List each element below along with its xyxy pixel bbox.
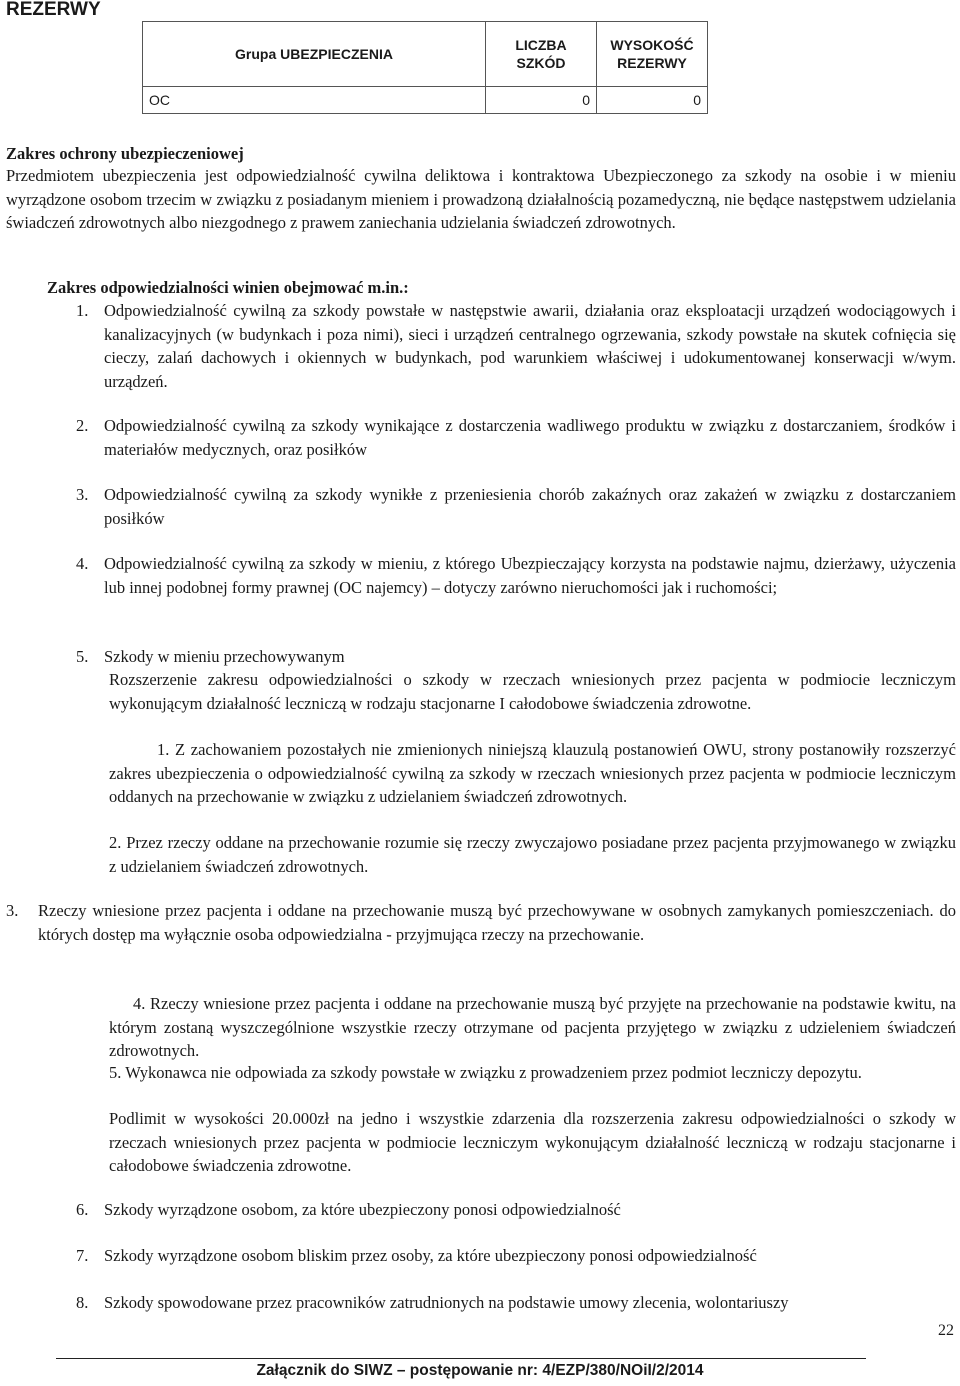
list-item (76, 1198, 956, 1222)
list-item-text: Odpowiedzialność cywilną za szkody wynikłe z przeniesienia chorób zakaźnych oraz zakażeń w związku z dostarczaniem posiłków (104, 485, 956, 528)
table-cell: 0 (597, 87, 708, 114)
item5-paragraph: 4. Rzeczy wniesione przez pacjenta i oddane na przechowanie muszą być przyjęte na przechowanie na podstawie kwitu, na którym zostaną wyszczególnione wszystkie rzeczy otrzymane od pacjenta przyjętego w związku z udzieleniem świadczeń zdrowotnych. (109, 994, 956, 1060)
page-title: REZERWY (6, 0, 101, 20)
list-item-text: Odpowiedzialność cywilną za szkody powstałe w następstwie awarii, działania oraz eksploatacji urządzeń wodociągowych i kanalizacyjnych (w budynkach i poza nimi), sieci i urządzeń centralnego ogrzewania, szkody powstałe na skutek cofnięcia się cieczy, zalań dachowych i okiennych w budynkach, pod warunkiem właściwej i udokumentowanej konserwacji w/wym. urządzeń. (104, 301, 956, 391)
list-item (76, 1291, 956, 1315)
list-item-text: Szkody spowodowane przez pracowników zatrudnionych na podstawie umowy zlecenia, wolontariuszy (104, 1293, 789, 1312)
list-item-text: Szkody wyrządzone osobom, za które ubezpieczony ponosi odpowiedzialność (104, 1200, 621, 1219)
liability-heading: Zakres odpowiedzialności winien obejmować m.in.: (47, 278, 409, 297)
reserves-table (142, 21, 708, 114)
list-item-text: Odpowiedzialność cywilną za szkody w mieniu, z którego Ubezpieczający korzysta na podstawie najmu, dzierżawy, użyczenia lub innej podobnej formy prawnej (OC najemcy) – dotyczy zarówno nieruchomości jak i ruchomości; (104, 554, 956, 597)
list-item (76, 414, 956, 461)
list-item-number: 8. (76, 1293, 89, 1312)
item5-paragraph: Rozszerzenie zakresu odpowiedzialności o szkody w rzeczach wniesionych przez pacjenta w podmiocie leczniczym wykonującym działalność leczniczą w rodzaju stacjonarne I całodobowe świadczenia zdrowotne. (109, 670, 956, 713)
list-item-text: Szkody w mieniu przechowywanym (104, 647, 345, 666)
list-item (76, 1244, 956, 1268)
item5-paragraph: Podlimit w wysokości 20.000zł na jedno i wszystkie zdarzenia dla rozszerzenia zakresu odpowiedzialności o szkody w rzeczach wniesionych przez pacjenta w podmiocie leczniczym wykonującym działalność leczniczą w rodzaju stacjonarne i całodobowe świadczenia zdrowotne. (109, 1109, 956, 1175)
list-item-number: 4. (76, 554, 89, 573)
table-cell: 0 (486, 87, 597, 114)
list-item (76, 483, 956, 530)
column-header-claims-count: LICZBA SZKÓD (486, 22, 597, 87)
list-item (76, 645, 956, 669)
list-item-number: 3. (76, 485, 89, 504)
list-item (76, 552, 956, 623)
footer-divider (56, 1358, 866, 1359)
list-item-number: 7. (76, 1246, 89, 1265)
list-item (76, 299, 956, 393)
list-item-text: Szkody wyrządzone osobom bliskim przez osoby, za które ubezpieczony ponosi odpowiedzialność (104, 1246, 757, 1265)
column-header-reserve-amount: WYSOKOŚĆ REZERWY (597, 22, 708, 87)
table-row (143, 87, 708, 114)
scope-paragraph: Przedmiotem ubezpieczenia jest odpowiedzialność cywilna deliktowa i kontraktowa Ubezpieczonego za szkody na osobie i w mieniu wyrządzone osobom trzecim w związku z posiadanym mieniem i prowadzoną działalnością pozamedyczną, nie będące następstwem udzielania świadczeń zdrowotnych albo niezgodnego z prawem zaniechania udzielania świadczeń zdrowotnych. (6, 166, 956, 232)
list-item-number: 6. (76, 1200, 89, 1219)
scope-heading: Zakres ochrony ubezpieczeniowej (6, 144, 244, 163)
list-item-text: Odpowiedzialność cywilną za szkody wynikające z dostarczenia wadliwego produktu w związku z dostarczaniem, środków i materiałów medycznych, oraz posiłków (104, 416, 956, 459)
list-item-number: 3. (6, 901, 19, 920)
list-item-text: Rzeczy wniesione przez pacjenta i oddane na przechowanie muszą być przechowywane w osobnych zamykanych pomieszczeniach. do których dostęp ma wyłącznie osoba odpowiedzialna - przyjmująca rzeczy na przechowanie. (38, 901, 956, 944)
table-cell: OC (143, 87, 486, 114)
page-number: 22 (938, 1322, 954, 1339)
item5-paragraph: 5. Wykonawca nie odpowiada za szkody powstałe w związku z prowadzeniem przez podmiot leczniczy depozytu. (109, 1063, 862, 1082)
item5-paragraph: 2. Przez rzeczy oddane na przechowanie rozumie się rzeczy zwyczajowo posiadane przez pacjenta przyjmowanego w związku z udzielaniem świadczeń zdrowotnych. (109, 833, 956, 876)
footer-text: Załącznik do SIWZ – postępowanie nr: 4/EZP/380/NOiI/2/2014 (256, 1362, 704, 1379)
list-item-number: 2. (76, 416, 89, 435)
item5-paragraph: 1. Z zachowaniem pozostałych nie zmienionych niniejszą klauzulą postanowień OWU, strony postanowiły rozszerzyć zakres ubezpieczenia o odpowiedzialność cywilną za szkody w rzeczach wniesionych przez pacjenta w podmiocie leczniczym oddanych na przechowanie w związku z udzielaniem świadczeń zdrowotnych. (109, 740, 956, 806)
list-item-number: 1. (76, 301, 89, 320)
column-header-group: Grupa UBEZPIECZENIA (143, 22, 486, 87)
list-item (6, 899, 956, 946)
list-item-number: 5. (76, 647, 89, 666)
